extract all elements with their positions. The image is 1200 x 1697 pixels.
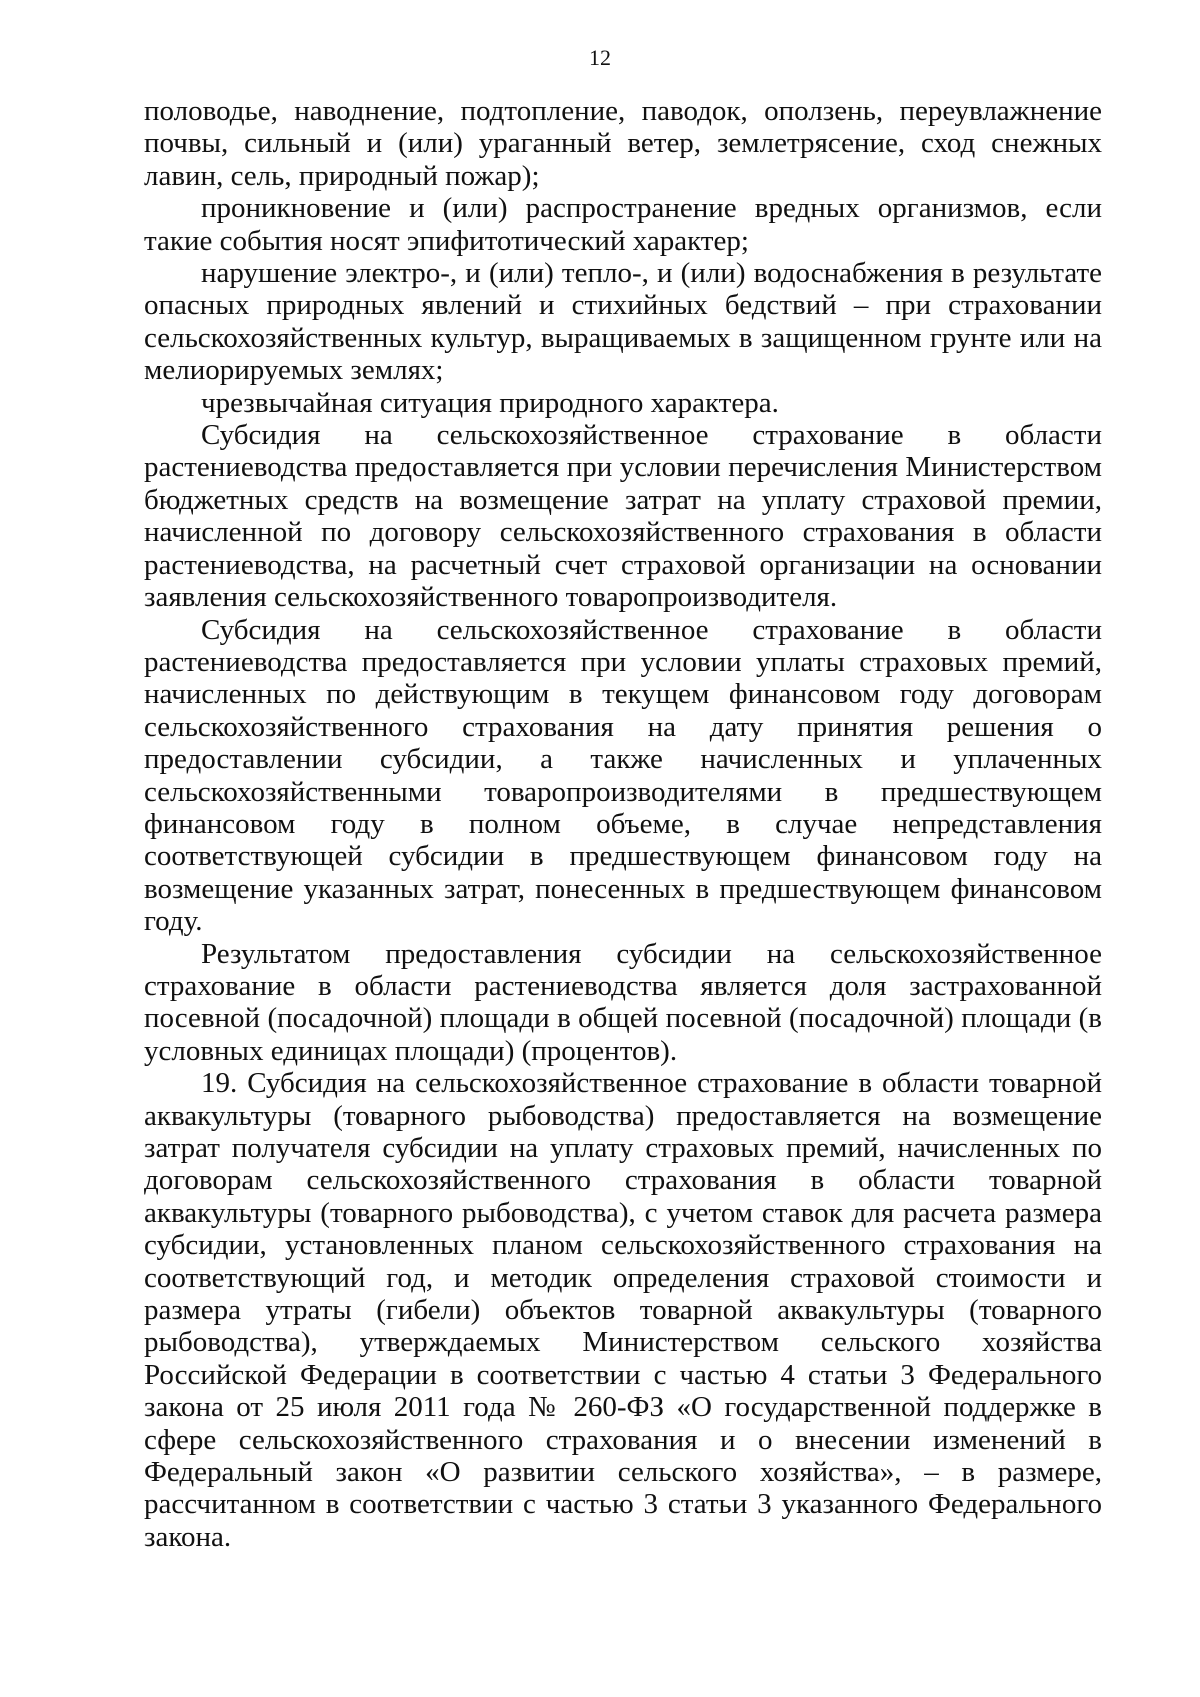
paragraph-natural-hazards-continued: половодье, наводнение, подтопление, паводок, оползень, переувлажнение почвы, сильный и (или) ураганный ветер, землетрясение, сход снежных лавин, сель, природный пожар); <box>144 95 1102 192</box>
paragraph-clause-19-aquaculture: 19. Субсидия на сельскохозяйственное страхование в области товарной аквакультуры (товарного рыбоводства) предоставляется на возмещение затрат получателя субсидии на уплату страховых премий, начисленных по договорам сельскохозяйственного страхования в области товарной аквакультуры (товарного рыбоводства), с учетом ставок для расчета размера субсидии, установленных планом сельскохозяйственного страхования на соответствующий год, и методик определения страховой стоимости и размера утраты (гибели) объектов товарной аквакультуры (товарного рыбоводства), утверждаемых Министерством сельского хозяйства Российской Федерации в соответствии с частью 4 статьи 3 Федерального закона от 25 июля 2011 года № 260-ФЗ «О государственной поддержке в сфере сельскохозяйственного страхования и о внесении изменений в Федеральный закон «О развитии сельского хозяйства», – в размере, рассчитанном в соответствии с частью 3 статьи 3 указанного Федерального закона. <box>144 1067 1102 1553</box>
paragraph-subsidy-transfer-condition: Субсидия на сельскохозяйственное страхование в области растениеводства предоставляется при условии перечисления Министерством бюджетных средств на возмещение затрат на уплату страховой премии, начисленной по договору сельскохозяйственного страхования в области растениеводства, на расчетный счет страховой организации на основании заявления сельскохозяйственного товаропроизводителя. <box>144 419 1102 614</box>
paragraph-subsidy-payment-condition: Субсидия на сельскохозяйственное страхование в области растениеводства предоставляется при условии уплаты страховых премий, начисленных по действующим в текущем финансовом году договорам сельскохозяйственного страхования на дату принятия решения о предоставлении субсидии, а также начисленных и уплаченных сельскохозяйственными товаропроизводителями в предшествующем финансовом году в полном объеме, в случае непредставления соответствующей субсидии в предшествующем финансовом году на возмещение указанных затрат, понесенных в предшествующем финансовом году. <box>144 613 1102 938</box>
paragraph-supply-disruption: нарушение электро-, и (или) тепло-, и (или) водоснабжения в результате опасных природных явлений и стихийных бедствий – при страховании сельскохозяйственных культур, выращиваемых в защищенном грунте или на мелиорируемых землях; <box>144 257 1102 387</box>
paragraph-harmful-organisms: проникновение и (или) распространение вредных организмов, если такие события носят эпифитотический характер; <box>144 192 1102 257</box>
paragraph-emergency: чрезвычайная ситуация природного характера. <box>201 386 779 419</box>
page-number: 12 <box>589 45 611 70</box>
paragraph-subsidy-result: Результатом предоставления субсидии на сельскохозяйственное страхование в области растениеводства является доля застрахованной посевной (посадочной) площади в общей посевной (посадочной) площади (в условных единицах площади) (процентов). <box>144 937 1102 1067</box>
document-body <box>144 95 1102 1553</box>
